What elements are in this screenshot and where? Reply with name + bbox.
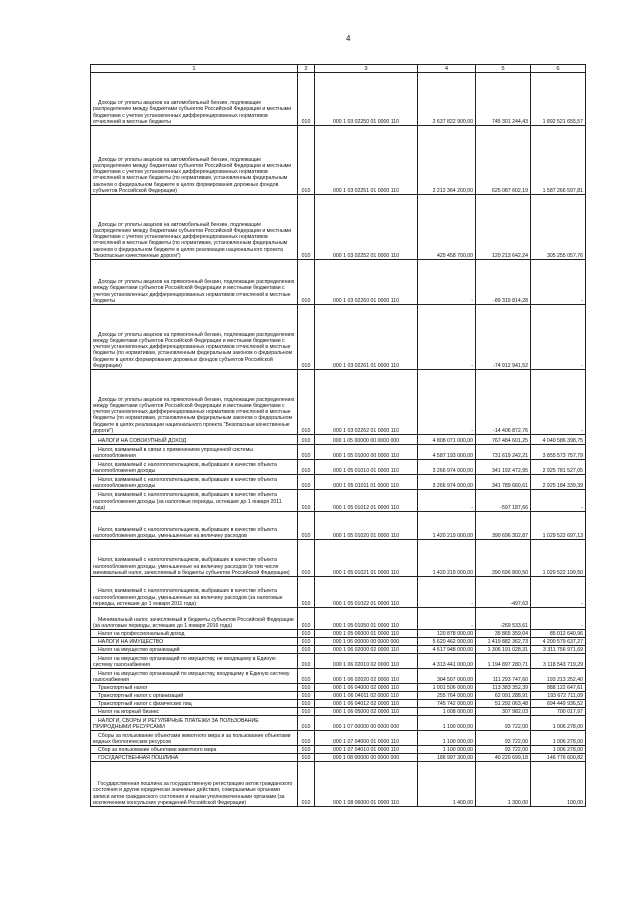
line-code: 010	[298, 435, 315, 445]
table-row	[91, 684, 586, 692]
budget-code: 000 1 06 02010 02 0000 110	[315, 654, 418, 669]
row-name: Налог, взимаемый с налогоплательщиков, выбравших в качестве объекта налогообложения доходы	[91, 460, 298, 475]
column-header: 6	[531, 65, 586, 73]
table-row	[91, 305, 586, 370]
line-code: 010	[298, 540, 315, 577]
table-row	[91, 746, 586, 754]
budget-code: 000 1 03 02262 01 0000 110	[315, 370, 418, 435]
table-row	[91, 638, 586, 646]
unexecuted-amount: -	[531, 577, 586, 608]
table-row	[91, 475, 586, 490]
row-name: Налог, взимаемый с налогоплательщиков, выбравших в качестве объекта налогообложения доходы, уменьшенные на величину расходов (в том числе минимальный налог, зачисляемый в бюджеты субъектов Российской Федерации)	[91, 540, 298, 577]
executed-amount: 1 300,00	[476, 762, 531, 807]
executed-amount: -497,63	[476, 577, 531, 608]
budget-code: 000 1 03 02250 01 0000 110	[315, 73, 418, 126]
approved-amount: 425 458 700,00	[418, 195, 476, 260]
executed-amount: 51 292 063,48	[476, 700, 531, 708]
revenue-table	[90, 64, 586, 807]
unexecuted-amount: 1 029 522 199,50	[531, 540, 586, 577]
row-name: Доходы от уплаты акцизов на прямогонный бензин, подлежащие распределению между бюджетами субъектов Российской Федерации и местными бюджетами с учетом установленных дифференцированных нормативов отчислений в местные бюджеты (по нормативам, установленным федеральным законом о федеральном бюджете в целях реализации национального проекта "Безопасные качественные дороги")	[91, 370, 298, 435]
row-name: НАЛОГИ, СБОРЫ И РЕГУЛЯРНЫЕ ПЛАТЕЖИ ЗА ПОЛЬЗОВАНИЕ ПРИРОДНЫМИ РЕСУРСАМИ	[91, 716, 298, 731]
table-row	[91, 669, 586, 684]
approved-amount: 2 637 822 900,00	[418, 73, 476, 126]
budget-code: 000 1 06 00000 00 0000 000	[315, 638, 418, 646]
executed-amount: 40 220 699,18	[476, 754, 531, 762]
row-name: Доходы от уплаты акцизов на автомобильный бензин, подлежащие распределению между бюджетами субъектов Российской Федерации и местными бюджетами с учетом установленных дифференцированных нормативов отчислений в местные бюджеты	[91, 73, 298, 126]
row-name: Налог, взимаемый в связи с применением упрощенной системы налогообложения	[91, 445, 298, 460]
budget-code: 000 1 08 00000 00 0000 000	[315, 754, 418, 762]
executed-amount: 62 091 288,91	[476, 692, 531, 700]
approved-amount: 1 100 000,00	[418, 746, 476, 754]
row-name: НАЛОГИ НА СОВОКУПНЫЙ ДОХОД	[91, 435, 298, 445]
row-name: Доходы от уплаты акцизов на автомобильный бензин, подлежащие распределению между бюджетами субъектов Российской Федерации и местными бюджетами с учетом установленных дифференцированных нормативов отчислений в местные бюджеты (по нормативам, установленным федеральным законом о федеральном бюджете в целях формирования дорожных фондов субъектов Российской Федерации)	[91, 126, 298, 195]
line-code: 010	[298, 475, 315, 490]
table-row	[91, 692, 586, 700]
line-code: 010	[298, 445, 315, 460]
table-row	[91, 460, 586, 475]
budget-code: 000 1 03 02260 01 0000 110	[315, 260, 418, 305]
unexecuted-amount: -	[531, 608, 586, 630]
budget-code: 000 1 06 02020 02 0000 110	[315, 669, 418, 684]
row-name: НАЛОГИ НА ИМУЩЕСТВО	[91, 638, 298, 646]
unexecuted-amount: 305 255 057,76	[531, 195, 586, 260]
executed-amount: -14 406 872,76	[476, 370, 531, 435]
budget-code: 000 1 05 01011 01 0000 110	[315, 475, 418, 490]
unexecuted-amount: -	[531, 260, 586, 305]
table-row	[91, 708, 586, 716]
row-name: Доходы от уплаты акцизов на прямогонный бензин, подлежащие распределению между бюджетами субъектов Российской Федерации и местными бюджетами с учетом установленных дифференцированных нормативов отчислений в местные бюджеты	[91, 260, 298, 305]
approved-amount: 120 878 000,00	[418, 630, 476, 638]
unexecuted-amount: -	[531, 305, 586, 370]
line-code: 010	[298, 731, 315, 746]
table-row	[91, 630, 586, 638]
approved-amount: 304 507 000,00	[418, 669, 476, 684]
line-code: 010	[298, 762, 315, 807]
row-name: Налог на игорный бизнес	[91, 708, 298, 716]
executed-amount: 1 306 191 028,31	[476, 646, 531, 654]
approved-amount: -	[418, 608, 476, 630]
table-row	[91, 195, 586, 260]
unexecuted-amount: 1 006 278,00	[531, 746, 586, 754]
unexecuted-amount: 3 118 543 719,29	[531, 654, 586, 669]
line-code: 010	[298, 126, 315, 195]
budget-code: 000 1 06 05000 02 0000 110	[315, 708, 418, 716]
line-code: 010	[298, 716, 315, 731]
line-code: 010	[298, 577, 315, 608]
approved-amount: 4 587 193 000,00	[418, 445, 476, 460]
line-code: 010	[298, 630, 315, 638]
budget-code: 000 1 07 04010 01 0000 110	[315, 746, 418, 754]
column-header: 4	[418, 65, 476, 73]
line-code: 010	[298, 692, 315, 700]
table-row	[91, 126, 586, 195]
executed-amount: -269 533,61	[476, 608, 531, 630]
approved-amount: 1 001 506 000,00	[418, 684, 476, 692]
unexecuted-amount: 3 855 573 757,79	[531, 445, 586, 460]
table-row	[91, 445, 586, 460]
unexecuted-amount: 4 040 586 398,75	[531, 435, 586, 445]
executed-amount: 1 419 882 362,73	[476, 638, 531, 646]
budget-code: 000 1 07 00000 00 0000 000	[315, 716, 418, 731]
table-row	[91, 73, 586, 126]
budget-code: 000 1 05 00000 00 0000 000	[315, 435, 418, 445]
approved-amount: 5 620 462 000,00	[418, 638, 476, 646]
row-name: Транспортный налог	[91, 684, 298, 692]
executed-amount: -74 912 941,52	[476, 305, 531, 370]
line-code: 010	[298, 370, 315, 435]
table-row	[91, 700, 586, 708]
column-header: 1	[91, 65, 298, 73]
budget-code: 000 1 03 02261 01 0000 110	[315, 305, 418, 370]
executed-amount: 731 619 242,21	[476, 445, 531, 460]
approved-amount: -	[418, 490, 476, 512]
row-name: Сбор за пользование объектами животного мира	[91, 746, 298, 754]
approved-amount: 4 617 948 000,00	[418, 646, 476, 654]
unexecuted-amount: 193 213 252,40	[531, 669, 586, 684]
budget-code: 000 1 05 01012 01 0000 110	[315, 490, 418, 512]
budget-code: 000 1 06 04000 02 0000 110	[315, 684, 418, 692]
approved-amount: -	[418, 577, 476, 608]
approved-amount: 1 100 000,00	[418, 716, 476, 731]
table-row	[91, 716, 586, 731]
row-name: Налог на имущество организаций по имуществу, не входящему в Единую систему газоснабжения	[91, 654, 298, 669]
approved-amount: -	[418, 260, 476, 305]
line-code: 010	[298, 754, 315, 762]
executed-amount: 120 213 642,24	[476, 195, 531, 260]
executed-amount: 341 192 472,95	[476, 460, 531, 475]
row-name: Сборы за пользование объектами животного мира и за пользование объектами водных биологических ресурсов	[91, 731, 298, 746]
line-code: 010	[298, 460, 315, 475]
unexecuted-amount: 700 017,97	[531, 708, 586, 716]
row-name: Доходы от уплаты акцизов на прямогонный бензин, подлежащие распределению между бюджетами субъектов Российской Федерации и местными бюджетами с учетом установленных дифференцированных нормативов отчислений в местные бюджеты (по нормативам, установленным федеральным законом о федеральном бюджете в целях формирования дорожных фондов субъектов Российской Федерации)	[91, 305, 298, 370]
executed-amount: 113 383 352,39	[476, 684, 531, 692]
unexecuted-amount: -	[531, 370, 586, 435]
table-row	[91, 762, 586, 807]
executed-amount: 1 194 897 280,71	[476, 654, 531, 669]
column-header: 2	[298, 65, 315, 73]
row-name: Транспортный налог с организаций	[91, 692, 298, 700]
line-code: 010	[298, 490, 315, 512]
unexecuted-amount: 888 122 647,61	[531, 684, 586, 692]
column-header: 3	[315, 65, 418, 73]
unexecuted-amount: 3 311 756 971,69	[531, 646, 586, 654]
line-code: 010	[298, 700, 315, 708]
unexecuted-amount: 2 925 781 527,05	[531, 460, 586, 475]
executed-amount: 390 696 302,87	[476, 512, 531, 540]
executed-amount: -89 319 814,28	[476, 260, 531, 305]
line-code: 010	[298, 654, 315, 669]
table-row	[91, 754, 586, 762]
executed-amount: -597 187,66	[476, 490, 531, 512]
table-row	[91, 577, 586, 608]
executed-amount: 307 982,03	[476, 708, 531, 716]
executed-amount: 625 087 602,19	[476, 126, 531, 195]
table-row	[91, 731, 586, 746]
approved-amount: 1 420 219 000,00	[418, 540, 476, 577]
approved-amount: 4 808 071 000,00	[418, 435, 476, 445]
table-row	[91, 654, 586, 669]
approved-amount: 4 313 441 000,00	[418, 654, 476, 669]
unexecuted-amount: 4 200 579 637,27	[531, 638, 586, 646]
line-code: 010	[298, 260, 315, 305]
unexecuted-amount: 694 449 936,52	[531, 700, 586, 708]
executed-amount: 93 722,00	[476, 731, 531, 746]
budget-code: 000 1 05 01020 01 0000 110	[315, 512, 418, 540]
budget-code: 000 1 06 02000 02 0000 110	[315, 646, 418, 654]
unexecuted-amount: 146 776 600,82	[531, 754, 586, 762]
approved-amount: 1 100 000,00	[418, 731, 476, 746]
table-row	[91, 608, 586, 630]
row-name: Транспортный налог с физических лиц	[91, 700, 298, 708]
executed-amount: 767 484 601,25	[476, 435, 531, 445]
row-name: Налог на профессиональный доход	[91, 630, 298, 638]
line-code: 010	[298, 73, 315, 126]
column-number-row	[91, 65, 586, 73]
table-row	[91, 646, 586, 654]
table-row	[91, 512, 586, 540]
approved-amount: 3 266 974 000,00	[418, 460, 476, 475]
budget-code: 000 1 08 06000 01 0000 110	[315, 762, 418, 807]
row-name: Налог на имущество организаций по имуществу, входящему в Единую систему газоснабжения	[91, 669, 298, 684]
budget-code: 000 1 05 06000 01 0000 110	[315, 630, 418, 638]
unexecuted-amount: 2 925 184 339,39	[531, 475, 586, 490]
table-row	[91, 370, 586, 435]
unexecuted-amount: 1 029 522 697,13	[531, 512, 586, 540]
budget-code: 000 1 05 01010 01 0000 110	[315, 460, 418, 475]
line-code: 010	[298, 195, 315, 260]
line-code: 010	[298, 746, 315, 754]
approved-amount: 1 420 219 000,00	[418, 512, 476, 540]
row-name: Налог, взимаемый с налогоплательщиков, выбравших в качестве объекта налогообложения доходы	[91, 475, 298, 490]
budget-code: 000 1 03 02251 01 0000 110	[315, 126, 418, 195]
line-code: 010	[298, 305, 315, 370]
executed-amount: 111 293 747,60	[476, 669, 531, 684]
unexecuted-amount: -	[531, 490, 586, 512]
unexecuted-amount: 85 012 640,96	[531, 630, 586, 638]
table-row	[91, 435, 586, 445]
row-name: Налог, взимаемый с налогоплательщиков, выбравших в качестве объекта налогообложения доходы, уменьшенные на величину расходов	[91, 512, 298, 540]
executed-amount: 745 301 244,43	[476, 73, 531, 126]
line-code: 010	[298, 638, 315, 646]
unexecuted-amount: 1 006 278,00	[531, 731, 586, 746]
budget-code: 000 1 05 01000 00 0000 110	[315, 445, 418, 460]
budget-code: 000 1 05 01022 01 0000 110	[315, 577, 418, 608]
row-name: Налог, взимаемый с налогоплательщиков, выбравших в качестве объекта налогообложения доходы (за налоговые периоды, истекшие до 1 января 2011 года)	[91, 490, 298, 512]
row-name: Доходы от уплаты акцизов на автомобильный бензин, подлежащие распределению между бюджетами субъектов Российской Федерации и местными бюджетами с учетом установленных дифференцированных нормативов отчислений в местные бюджеты (по нормативам, установленным федеральным законом о федеральном бюджете в целях реализации национального проекта "Безопасные качественные дороги")	[91, 195, 298, 260]
unexecuted-amount: 1 587 266 597,81	[531, 126, 586, 195]
approved-amount: 255 764 000,00	[418, 692, 476, 700]
line-code: 010	[298, 512, 315, 540]
executed-amount: 93 722,00	[476, 716, 531, 731]
row-name: Налог, взимаемый с налогоплательщиков, выбравших в качестве объекта налогообложения доходы, уменьшенные на величину расходов (за налоговые периоды, истекшие до 1 января 2011 года)	[91, 577, 298, 608]
approved-amount: 1 008 000,00	[418, 708, 476, 716]
executed-amount: 341 789 660,61	[476, 475, 531, 490]
approved-amount: 186 997 300,00	[418, 754, 476, 762]
line-code: 010	[298, 608, 315, 630]
budget-code: 000 1 06 04011 02 0000 110	[315, 692, 418, 700]
line-code: 010	[298, 684, 315, 692]
column-header: 5	[476, 65, 531, 73]
approved-amount: 2 212 364 200,00	[418, 126, 476, 195]
executed-amount: 35 865 359,04	[476, 630, 531, 638]
line-code: 010	[298, 669, 315, 684]
line-code: 010	[298, 708, 315, 716]
approved-amount: 745 742 000,00	[418, 700, 476, 708]
executed-amount: 93 722,00	[476, 746, 531, 754]
table-body	[91, 73, 586, 807]
page-number: 4	[346, 34, 351, 43]
budget-code: 000 1 06 04012 02 0000 110	[315, 700, 418, 708]
table-row	[91, 490, 586, 512]
approved-amount: -	[418, 305, 476, 370]
row-name: Государственная пошлина за государственную регистрацию актов гражданского состояния и другие юридически значимые действия, совершаемые органами записи актов гражданского состояния и иными уполномоченными органами (за исключением консульских учреждений Российской Федерации)	[91, 762, 298, 807]
approved-amount: 1 400,00	[418, 762, 476, 807]
unexecuted-amount: 1 892 521 655,57	[531, 73, 586, 126]
approved-amount: -	[418, 370, 476, 435]
budget-code: 000 1 05 01021 01 0000 110	[315, 540, 418, 577]
executed-amount: 390 696 800,50	[476, 540, 531, 577]
line-code: 010	[298, 646, 315, 654]
budget-code: 000 1 05 01050 01 0000 110	[315, 608, 418, 630]
row-name: Минимальный налог, зачисляемый в бюджеты субъектов Российской Федерации (за налоговые периоды, истекшие до 1 января 2016 года)	[91, 608, 298, 630]
approved-amount: 3 266 974 000,00	[418, 475, 476, 490]
table-row	[91, 260, 586, 305]
budget-code: 000 1 03 02252 01 0000 110	[315, 195, 418, 260]
unexecuted-amount: 193 672 711,09	[531, 692, 586, 700]
budget-code: 000 1 07 04000 01 0000 110	[315, 731, 418, 746]
row-name: Налог на имущество организаций	[91, 646, 298, 654]
table-row	[91, 540, 586, 577]
row-name: ГОСУДАРСТВЕННАЯ ПОШЛИНА	[91, 754, 298, 762]
unexecuted-amount: 1 006 278,00	[531, 716, 586, 731]
unexecuted-amount: 100,00	[531, 762, 586, 807]
